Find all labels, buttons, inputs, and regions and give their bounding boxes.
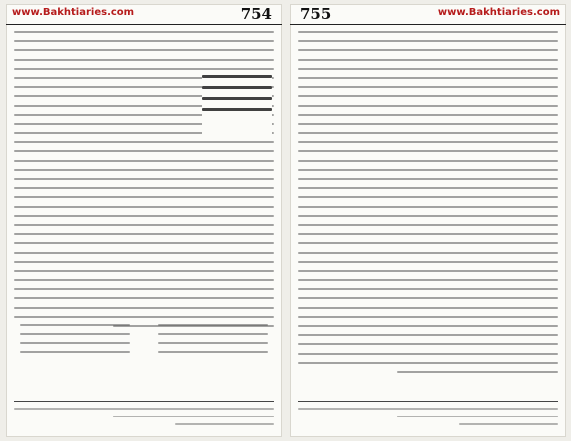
left-verse-block xyxy=(20,324,268,353)
left-header-url: www.Bakhtiaries.com xyxy=(12,7,135,18)
left-page-header xyxy=(6,4,282,25)
right-text-lines xyxy=(298,31,558,373)
right-page xyxy=(290,4,566,437)
right-header-url: www.Bakhtiaries.com xyxy=(437,7,560,18)
right-footnotes xyxy=(298,401,558,431)
right-page-number: 755 xyxy=(300,5,332,23)
left-page-number: 754 xyxy=(240,5,272,23)
right-page-body xyxy=(290,25,566,373)
right-page-header xyxy=(290,4,566,25)
left-page xyxy=(6,4,282,437)
left-page-body xyxy=(6,25,282,327)
left-marginal-heading xyxy=(202,75,272,135)
left-footnotes xyxy=(14,401,274,431)
